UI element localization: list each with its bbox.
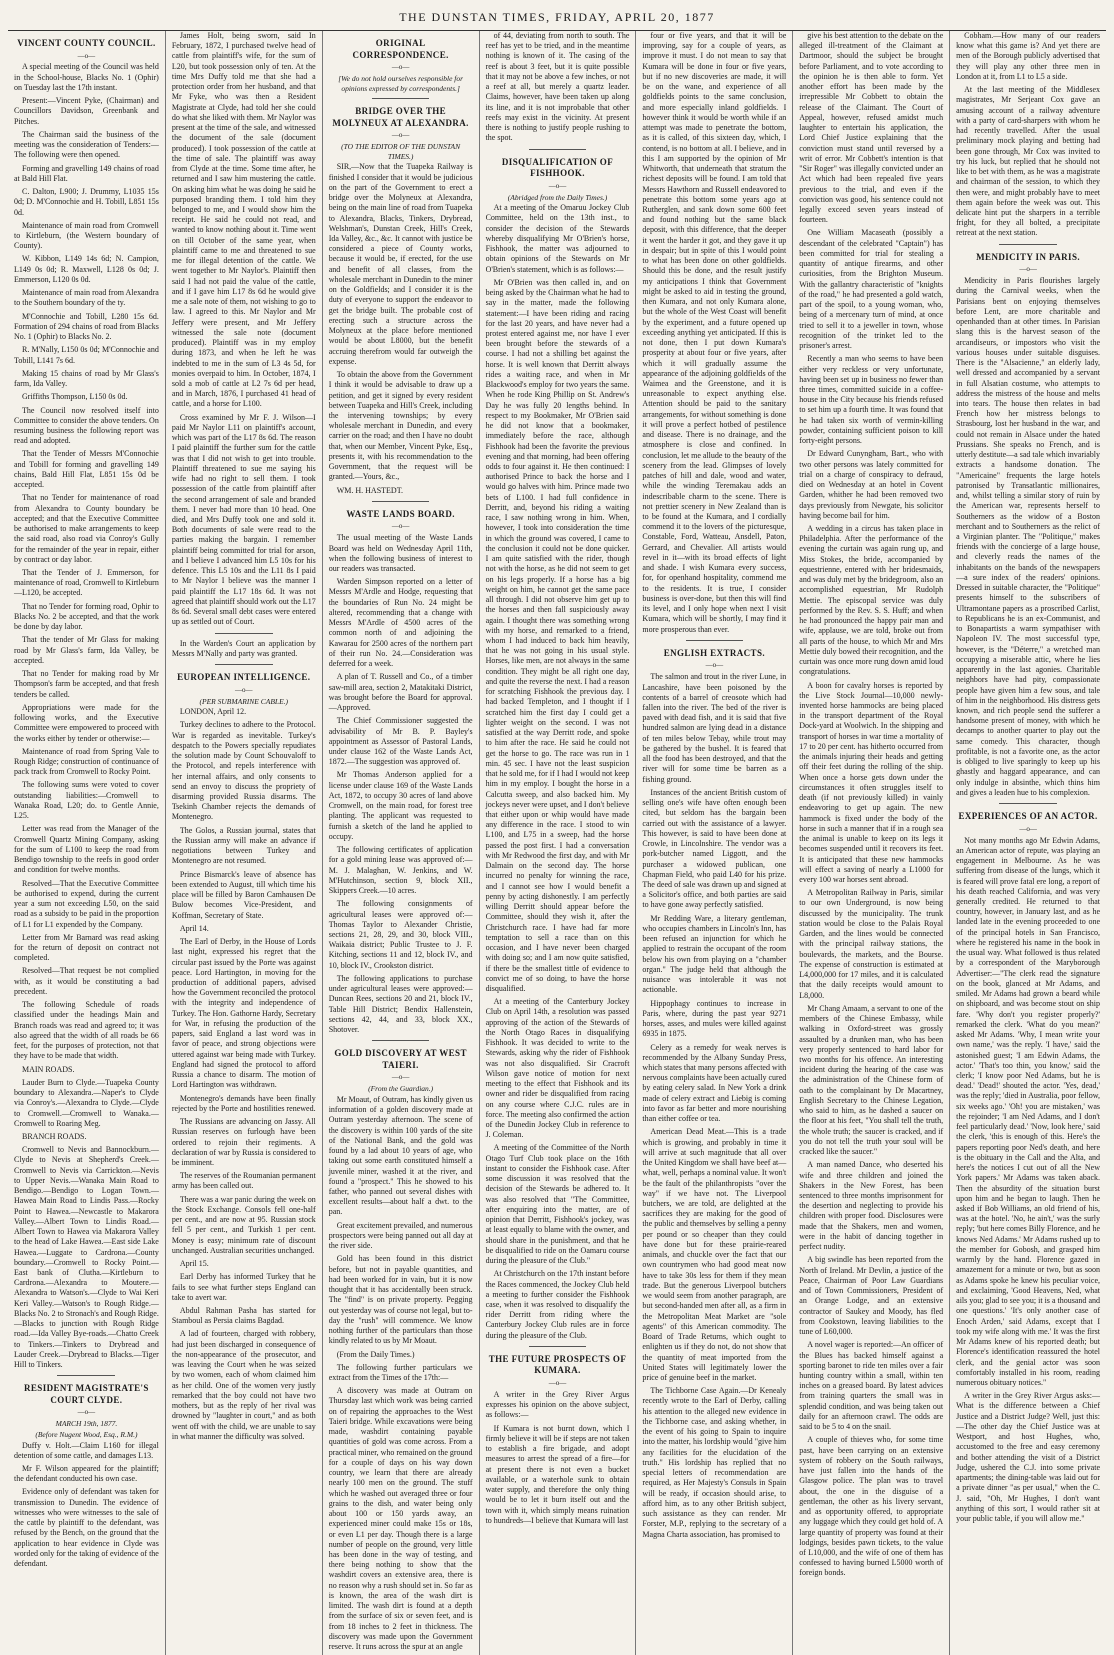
section-divider xyxy=(529,1346,587,1347)
column-7 xyxy=(949,31,1106,1655)
article-paragraph: The Chairman said the business of the meeting was the consideration of Tenders:—The following were then opened. xyxy=(14,129,159,160)
article-paragraph: To obtain the above from the Government I think it would be advisable to draw up a petition, and get it signed by every resident between Tuapeka and Hill's Creek, including the intervening townships; by every wholesale merchant in Dunedin, and every carrier on the road; and then I have no doubt that, when our Member, Vincent Pyke, Esq., presents it, with his recommendation to the Government, that the request will be granted.—Yours, &c., xyxy=(328,370,473,482)
article-subheading: (TO THE EDITOR OF THE DUNSTAN TIMES.) xyxy=(341,142,461,161)
article-paragraph: That no Tender for maintenance of road from Alexandra to County boundary be accepted; and that the Executive Committee be authorised to make arrangements to keep the said road, also road via Conroy's Gully for the remainder of the year in repair, either by contract or day labor. xyxy=(14,493,159,564)
heading-ornament: —o— xyxy=(235,685,253,694)
section-divider xyxy=(57,1375,115,1376)
article-paragraph: In the Warden's Court an application by Messrs M'Nally and party was granted. xyxy=(171,638,316,658)
article-paragraph: That the tender of Mr Glass for making road by Mr Glass's farm, Ida Valley, be accepted. xyxy=(14,635,159,665)
article-paragraph: American Dead Meat.—This is a trade which is growing, and probably in time it will arrive at such magnitude that all over the United Kingdom we shall have beef at—what, well, perhaps a nominal value. It won't be the fault of the philanthropists "over the way" if we have not. The Liverpool butchers, we are told, are delighted at the sacrifices they are making for the good of the public and themselves by selling a penny per pound or so cheaper than they could have done but for these prairie-reared animals, and chuckle over the fact that our own countrymen who had good meat now have to take 30s less for them if they mean trade. But the generous Liverpool butchers we would seem from another paragraph, are but second-handed men after all, as a firm in the Metropolitan Meat Market are "sole agents" of this American commodity. The Board of Trade Returns, which ought to enlighten us if they do not, do not show that the quantity of meat imported from the United States will legitimately lower the price of genuine beef in the market. xyxy=(642,1127,787,1382)
column-5 xyxy=(635,31,792,1655)
article-paragraph: The following certificates of application for a gold mining lease was approved of:—M. J. Malaghan, W. Jenkins, and W. M'Hutchinson, section 9, block XII., Skippers Creek.—10 acres. xyxy=(328,845,473,896)
heading-ornament: —o— xyxy=(77,1408,96,1417)
article-paragraph: That no Tender for making road by Mr Thompson's farm be accepted, and that fresh tenders be called. xyxy=(14,669,159,699)
article-paragraph: Maintenance of main road from Cromwell to Kirtleburn, (the Western boundary of County). xyxy=(14,220,159,251)
section-divider xyxy=(999,244,1057,245)
article-paragraph: A writer in the Grey River Argus expresses his opinion on the above subject, as follows:— xyxy=(485,1389,630,1420)
article-heading: MENDICITY IN PARIS. xyxy=(976,251,1080,262)
article-paragraph: At a meeting of the Canterbury Jockey Club on April 14th, a resolution was passed approving of the action of the Stewards of the North Otago Races in disqualifying Fishhook. It was decided to write to the Stewards, asking why the rider of Fishhook was not also disqualified. Sir Cracroft Wilson gave notice of motion for next meeting to the effect that Fishhook and its owner and rider be disqualified from racing on any course where C.J.C. rules are in force. The meeting also confirmed the action of the Dunedin Jockey Club in reference to J. Coleman. xyxy=(485,997,630,1140)
article-paragraph: The usual meeting of the Waste Lands Board was held on Wednesday April 11th, when the following business of interest to our readers was transacted. xyxy=(328,533,473,574)
section-divider xyxy=(372,98,430,99)
article-paragraph: SIR,—Now that the Tuapeka Railway is finished I consider that it would be judicious on the part of the Government to erect a bridge over the Molyneux at Alexandra, being on the main line of road from Tuapeka to Alexandra, Blacks, Tinkers, Drybread, Welshman's, Dunstan Creek, Hill's Creek, Ida Valley, &c., &c. It cannot with justice be considered a piece of County works, because it would be, if erected, for the use and benefit of all classes, from the wholesale merchant in Dunedin to the miner on the Goldfields; and I consider it is the duty of everyone to support the endeavor to get the bridge built. The probable cost of erecting such a structure across the Molyneux at the place before mentioned would be about L8000, but the benefit accruing therefrom would far outweigh the expense. xyxy=(328,162,473,366)
heading-ornament: —o— xyxy=(391,522,410,531)
article-paragraph: The Golos, a Russian journal, states that the Russian army will make an advance if negotiations between Turkey and Montenegro are not resumed. xyxy=(171,825,316,866)
article-paragraph: Mr Thomas Anderson applied for a license under clause 169 of the Waste Lands Act, 1872, to occupy 30 acres of land above Cromwell, on the main road, for forest tree planting. The applicant was requested to furnish a sketch of the land he applied to occupy. xyxy=(328,770,473,841)
article-heading: GOLD DISCOVERY AT WEST TAIERI. xyxy=(334,1048,467,1070)
article-paragraph: The following applications to purchase under agricultural leases were approved:—Duncan Rees, sections 20 and 21, block IV., Table Hill District; Bendix Hallenstein, sections 42, 44, and 33, block XX., Shotover. xyxy=(328,973,473,1035)
section-divider xyxy=(215,664,273,665)
article-heading: ORIGINAL CORRESPONDENCE. xyxy=(352,38,449,60)
heading-ornament: —o— xyxy=(391,1073,410,1082)
article-paragraph: Dr Edward Cunyngham, Bart., who with two other persons was lately committed for trial on a charge of conspiracy to defraud, died on Wednesday at an hotel in Covent Garden, whither he had been removed two days previously from Newgate, his solicitor having become bail for him. xyxy=(799,449,944,520)
article-paragraph: A lad of fourteen, charged with robbery, had just been discharged in consequence of the non-appearance of the prosecutor, and was leaving the Court when he was seized by two women, each of whom claimed him as her child. One of the women very justly remarked that the boy could not have two mothers, but as the reply of her rival was drowned by "laughter in court," and as both went off with the child, we are unable to say in what manner the difficulty was solved. xyxy=(171,1329,316,1441)
article-paragraph: The Tichborne Case Again.—Dr Kenealy recently wrote to the Earl of Derby, calling his attention to the alleged new evidence in the Tichborne case, and asking whether, in the event of his going to Spain to inquire into the matter, his lordship would "give him any facilities for the elucidation of the truth." His lordship has replied that no special letters of recommendation are required, as Her Majesty's Consuls in Spain will be ready, if occasion should arise, to afford him, as to any other British subject, such assistance as they can render. Mr Forster, M.P., replying to the secretary of a Magna Charta association, has promised to xyxy=(642,1386,787,1539)
article-paragraph: Cobham.—How many of our readers know what this game is? And yet there are men of the Borough publicly advertised that they will play any other three men in London at it, from L1 to L5 a side. xyxy=(956,31,1100,81)
article-heading: WASTE LANDS BOARD. xyxy=(346,508,455,519)
article-subheading: (Abridged from the Daily Times.) xyxy=(507,192,608,202)
article-paragraph: Letter was read from the Manager of the Cromwell Quartz Mining Company, asking for the sum of L100 to keep the road from Bendigo township to the reefs in good order and condition for twelve months. xyxy=(14,824,159,875)
article-paragraph: Recently a man who seems to have been either very reckless or very unfortunate, having been set up in business no fewer than three times, committed suicide in a coffee-house in the City because his friends refused to set him up a fourth time. It was found that he had taken six worth of vermin-killing powder, containing sufficient poison to kill forty-eight persons. xyxy=(799,354,944,446)
article-paragraph: of 44, deviating from north to south. The reef has yet to be tried, and in the meantime nothing is known of it. The casing of the reef is about 3 feet, but it is quite possible that it may not be above a few inches, or not a reef at all, but merely a quartz leader. Claims, however, have been taken up along its line, and it is not improbable that other reefs may exist in the vicinity. At present there is nothing to justify people rushing to the spot. xyxy=(485,31,630,143)
article-paragraph: Not many months ago Mr Edwin Adams, an American actor of repute, was playing an engagement in Melbourne. As he was suffering from disease of the lungs, which it is feared will prove fatal ere long, a report of his death reached California, and was very generally credited. He returned to that country, however, in January last, and as he landed late in the evening proceeded to one of the principal hotels in San Francisco, where he registered his name in the book in the usual way. What followed is thus related by a correspondent of the Maryborough Advertiser:—"The clerk read the signature on the book, glanced at Mr Adams, and smiled. Mr Adams had grown a beard while on shipboard, and was become stout on ship fare. 'Why don't you register properly?' remarked the clerk. 'What do you mean?' asked Mr Adams. 'Why, I mean write your own name,' was the reply. 'I have,' said the astonished guest; 'I am Edwin Adams, the actor.' 'That's too thin, you know,' said the clerk; 'I know poor Ned Adams, but he is dead.' 'Dead!' shouted the actor. 'Yes, dead,' was the reply; 'died in Australia, poor fellow, six weeks ago.' 'Oh! you are mistaken,' was the rejoinder; 'I am Ned Adams, and I don't feel particularly dead.' 'Now, look here,' said the clerk, 'this is enough of this. Here's the papers reporting poor Ned's death, and here is the obituary in the Call and the Alta, and here's the notices I cut out of all the New York papers.' Mr Adams was taken aback. Then the absurdity of the situation burst upon him and he began to laugh. Then he asked if Bob Williams, an old friend of his, was at the hotel. 'No, he ain't,' was the surly reply; 'but here comes Billy Florence, and he knows Ned Adams.' Mr Adams rushed up to the member for Gobosh, and grasped him warmly by the hand. Florence gazed in amazement for a minute or two, but as soon as Adams spoke he knew his peculiar voice, and exclaiming, 'Good Heavens, Ned, what ails you; glad to see you; it is a thousand and one questions.' 'It's only another case of Enoch Arden,' said Adams, except that I took my wife along with me.' It was the first Mr Adams knew of his reported death; but Florence's identification reassured the hotel clerk, and the genial actor was soon comfortably installed in his room, reading numerous obituary notices." xyxy=(956,835,1100,1387)
article-paragraph: Gold has been found in this district before, but not in payable quantities, and had been worked for in vain, but it is now thought that it has accidentally been struck. The "find" is on private property. Pegging out yesterday was of course not legal, but to-day the "rush" will commence. We know nothing further of the particulars than those kindly related to us by Mr Moaut. xyxy=(328,1254,473,1346)
article-paragraph: Appropriations were made for the following works, and the Executive Committee were empowered to proceed with the works either by tender or otherwise:— xyxy=(14,702,159,743)
article-paragraph: Making 15 chains of road by Mr Glass's farm, Ida Valley. xyxy=(14,368,159,389)
section-divider xyxy=(686,640,744,641)
article-paragraph: Turkey declines to adhere to the Protocol. War is regarded as inevitable. Turkey's despatch to the Powers specially repudiates the solution made by Count Schouvaloff to the Protocol, and repels interference with her internal affairs, and only consents to send an envoy to discuss the propriety of disarming provided Russia disarms. The Tsekinh Chamber rejects the demands of Montenegro. xyxy=(171,720,316,822)
article-paragraph: The following consignments of agricultural leases were approved of:—Thomas Taylor to Alexander Christie, sections 21, 28, 29, and 30, block VIII., Waikaia district; Public Trustee to J. F. Kitching, sections 11 and 12, block IV., and 10, block IV., Crookston district. xyxy=(328,899,473,970)
article-paragraph: MAIN ROADS. xyxy=(22,1064,75,1074)
article-paragraph: Earl Derby has informed Turkey that he fails to see what further steps England can take to avert war. xyxy=(171,1272,316,1302)
article-paragraph: Duffy v. Holt.—Claim L160 for illegal detention of some cattle, and damages L13. xyxy=(14,1440,159,1460)
article-paragraph: The reserves of the Roumanian permanent army has been called out. xyxy=(171,1171,316,1191)
heading-ornament: —o— xyxy=(705,661,724,670)
article-paragraph: Forming and gravelling 149 chains of road at Bald Hill Flat. xyxy=(14,163,159,183)
columns-container xyxy=(8,31,1106,1652)
article-paragraph: Resolved—That the Executive Committee be authorised to expend, during the current year a sum not exceeding L50, on the said road as a subsidy to be paid in the proportion of L1 for L1 expended by the Company. xyxy=(14,878,159,929)
article-subheading: (From the Guardian.) xyxy=(368,1084,434,1094)
article-paragraph: A novel wager is reported:—An officer of the Blues has backed himself against a sporting baronet to ride ten miles over a fair hunting country within a small, within ten inches on a greased board. By latest advices from training quarters the small was in splendid condition, and was being taken out daily for an afternoon crawl. The odds are said to be 5 to 4 on the snail. xyxy=(799,1340,944,1432)
article-subheading: [We do not hold ourselves responsible for opinions expressed by correspondents.] xyxy=(338,73,464,93)
masthead: THE DUNSTAN TIMES, FRIDAY, APRIL 20, 1877 xyxy=(8,6,1106,31)
article-paragraph: Maintenance of main road from Alexandra to the Southern boundary of the ty. xyxy=(14,288,159,308)
section-divider xyxy=(999,803,1057,804)
column-6 xyxy=(792,31,949,1655)
article-paragraph: At Christchurch on the 17th instant before the Races commenced, the Jockey Club held a meeting to further consider the Fishhook case, when it was resolved to disqualify the rider Derritt from riding where the Canterbury Jockey Club rules are in force during the pleasure of the Club. xyxy=(485,1269,630,1340)
article-paragraph: At a meeting of the Omaruu Jockey Club Committee, held on the 13th inst., to consider the decision of the Stewards whereby disqualifying Mr O'Brien's horse, Fishhook, the matter was adjourned to obtain opinions of the Stewards on Mr O'Brien's statement, which is as follows:— xyxy=(485,203,630,274)
heading-ornament: —o— xyxy=(1019,265,1037,274)
section-divider xyxy=(529,149,587,150)
article-subheading: (Before Nugent Wood, Esq., R.M.) xyxy=(35,1429,138,1439)
article-paragraph: The Council now resolved itself into Committee to consider the above tenders. On resuming business the following report was read and adopted. xyxy=(14,405,159,446)
article-paragraph: Prince Bismarck's leave of absence has been extended to August, till which time his place will be filled by Baron Camhausen De Bulow becomes Vice-President, and Koffman, Secretary of State. xyxy=(171,869,316,920)
heading-ornament: —o— xyxy=(548,181,567,190)
heading-ornament: —o— xyxy=(1019,824,1037,833)
article-paragraph: Maintenance of road from Spring Vale to Rough Ridge; construction of continuance of pack track from Cromwell to Rocky Point. xyxy=(14,746,159,777)
article-paragraph: The Earl of Derby, in the House of Lords last night, expressed his regret that the circular past issued by the Porte was against peace. Lord Hartington, in moving for the production of additional papers, advised how the Government reconciled the protocol with the integrity and independence of Turkey. The Hon. Gathorne Hardy, Secretary for War, in refusing the production of the papers, said England a last word was in favor of peace, and strong objections were uttered against war being made with Turkey. England had signed the protocol to afford Russia a chance to disarm. The motion of Lord Hartington was withdrawn. xyxy=(171,937,316,1090)
article-paragraph: W. Kibbon, L149 14s 6d; N. Campion, L149 0s 0d; R. Maxwell, L128 0s 0d; J. Emmerson, L120 0s 0d. xyxy=(14,254,159,284)
article-paragraph: four or five years, and that it will be improving, say for a couple of years, as improve it must. I do not mean to say that Kumara will be done in four or five years, but if no new discoveries are made, it will be on the wane, and experience of all goldfields points to the same conclusion, and more especially inland goldfields. I however think it would be worth while if an attempt was made to penetrate the bottom, as it is called, of this sixteen day, which, I contend, is no bottom at all. I believe, and in this I am supported by the opinion of Mr Whitworth, that underneath that stratum the richest deposits will be found. I am told that Messrs Hawthorn and Russell endeavored to penetrate this bottom some years ago at Rutherglen, and sank down some 600 feet and found nothing but the same black deposit, with this difference, that the deeper it went the harder it got, and they gave it up in despair; but in spite of this I would point to what has been done on other goldfields. Should this be done, and the result justify my anticipations I think that Government might be asked to aid in testing the ground, then Kumara, and not only Kumara alone, but the whole of the West Coast will benefit by the experiment, and a future opened up exceeding anything yet anticipated. If this is not done, then I put down Kumara's prosperity at about four or five years, after which it will gradually assume the appearance of the adjoining goldfields of the Waimea and the Greenstone, and it is unreasonable to expect anything else. Attention should be paid to the sanitary arrangements, for without something is done it will prove a perfect hotbed of pestilence and disease. There is no drainage, and the atmosphere is close and confined. In conclusion, let me allude to the beauty of the scenery from the lead. Glimpses of lovely patches of hill and dale, wood and water, while the winding Teremakau adds an indescribable charm to the scene. There is not prettier scenery in New Zealand than is to be found at the Kumara, and I cordially commend it to the lovers of the picturesque, Constable, Ford, Watteau, Ansdell, Paton, Gerrard, and Chevalier. All artists would revel in it—with its broad effects of light and shade. I wish Kumara every success, for, for openhand hospitality, commend me to the residents. It is true, I consider business is over-done, but then this will find its level, and I only hope when next I visit Kumara, which will be shortly, I may find it more prosperous than ever. xyxy=(642,31,787,634)
article-paragraph: A boon for cavalry horses is reported by the Live Stock Journal—10,000 newly-invented horse hammocks are being placed in the transport department of the Royal Dock-yard at Woolwich. In the shipping and transport of horses in war time a mortality of 17 to 20 per cent. has hitherto occurred from the animals injuring their heads and getting off their feet during the rolling of the ship. When once a horse gets down under the circumstances it often struggles itself to death (if not previously killed) in vainly endeavoring to get up again. The new hammock is fixed under the body of the horse in such a manner that if in a rough sea the animal is unable to keep on its legs it becomes suspended until it recovers its feet. It is anticipated that these new hammocks will effect a saving of nearly a L1000 for every 100 war horses sent abroad. xyxy=(799,680,944,884)
article-paragraph: The Chief Commissioner suggested the advisability of Mr B. P. Bayley's appointment as Assessor of Pastoral Lands, under clause 162 of the Waste Lands Act, 1872.—The suggestion was approved of. xyxy=(328,716,473,767)
article-paragraph: Mr F. Wilson appeared for the plaintiff; the defendant conducted his own case. xyxy=(14,1464,159,1484)
article-paragraph: Warden Simpson reported on a letter of Messrs M'Ardle and Hodge, requesting that the boundaries of Run No. 24 might be altered, recommending that a change with Messrs M'Ardle of 4500 acres of the common north of and adjoining the Kawarau for 2500 acres of the northern part of their run No. 24.—Consideration was deferred for a week. xyxy=(328,577,473,669)
article-paragraph: Mr Chang Amaam, a servant to one of the members of the Chinese Embassy, while walking in Oxford-street was grossly assaulted by a drunken man, who has been very properly sentenced to hard labor for two months for his offence. An interesting incident during the hearing of the case was the administration of the Chinese form of oath to the complainant by Dr Macartney, English Secretary to the Chinese Legation, who said to him, as he dashed a saucer on the floor at his feet, "You shall tell the truth, the whole truth; the saucer is cracked, and if you do not tell the truth your soul will be cracked like the saucer." xyxy=(799,1003,944,1157)
article-paragraph: Present:—Vincent Pyke, (Chairman) and Councillors Davidson, Greenbank and Pitches. xyxy=(14,96,159,126)
article-paragraph: R. M'Nally, L150 0s 0d; M'Connochie and Tobill, L141 7s 6d. xyxy=(14,345,159,365)
article-heading: THE FUTURE PROSPECTS OF KUMARA. xyxy=(488,1353,627,1376)
heading-ornament: —o— xyxy=(391,63,410,72)
column-1 xyxy=(8,31,165,1655)
article-paragraph: C. Dalton, L900; J. Drummy, L1035 15s 0d; D. M'Connochie and H. Tobill, L851 15s 0d. xyxy=(14,187,159,217)
article-subheading: MARCH 19th, 1877. xyxy=(55,1419,118,1429)
article-paragraph: James Holt, being sworn, said In February, 1872, I purchased twelve head of cattle from plaintiff's wife, for the sum of L20, but took possession only of ten. At the time Mrs Duffy told me that she had a protection order from her husband, and that Mr Fyke, who was then a Resident Magistrate at Clyde, had told her she could do what she liked with them. Mr Naylor was present at the time of the sale, and witnessed the document of the sale (document produced). I took possession of the cattle at the time of sale. The plaintiff was away from Clyde at the time. Some time after, he returned and I saw him mustering the cattle. On asking him what he was doing he said he purposed branding them. I told him they belonged to me, and I would show him the receipt. He said he could not read, and wanted to know nothing about it. Time went on till October of the same year, when plaintiff came to me and threatened to sue me for illegal detention of the cattle. We went together to Mr Naylor's. Plaintiff then said I had not paid the value of the cattle, and if I gave him L17 8s 6d he would give me a sale note of them, not wishing to go to law. I agreed to this. Mr Naylor and Mr Jeffery were present, and Mr Jeffery witnessed the sale note (document produced). Plaintiff was in my employ during 1873, and when he left he was indebted to me in the sum of L3 4s 5d, for monies overpaid to him. In October, 1874, I sold a mob of cattle at L2 7s 6d per head, and in March, 1876, I purchased 41 head of cattle, and a horse for L100. xyxy=(171,31,316,409)
article-paragraph: Mr O'Brien was then called in, and on being asked by the Chairman what he had to say in the matter, made the following statement:—I have been riding and racing for the last 20 years, and have never had a protest entered against me, nor have I ever been brought before the stewards of a course. I had not a shilling bet against the horse. It is well known that Derritt always rides a waiting race, and when in Mr Blackwood's employ for two years the same. When he rode King Phillip on St. Andrew's Day he was fully 20 lengths behind. In respect to my Bookmaker, Mr O'Brien said he did not know that a bookmaker, immediately before the race, although Fishhook had been the favorite the previous evening and that morning, had been offering odds to four against it. He then continued: I authorised Prince to back the horse and I would go halves with him. Prince made two bets of L100. I had full confidence in Derritt, and, beyond his riding a waiting race, I saw nothing wrong in him. When, however, I took into consideration the time in which the ground was covered, I came to the conclusion it could not be done quicker. I am quite satisfied with the rider, though not with the horse, as he did not seem to get on his legs properly. If a horse has a big weight on him, he cannot get the same pace all through. I did not observe him get up to the horses and then fall suspiciously away again. I thought there was something wrong with my horse, and remarked to a friend, whom I had induced to back him heavily, that he was not going in his usual style. Horses, like men, are not always in the same condition. They might be all right one day, and quite the reverse the next. I had a reason for scratching Fishhook the previous day. I had backed Templeton, and I thought if I scratched him the first day I could get a lighter weight on the second. I was not satisfied at the way Derritt rode, and spoke to him after the race. He said he could not get the horse to go. The race was run in 1 min. 45 sec. I have not the least suspicion that he sold me, for if I had I would not keep him in my employ. I bought the horse in a Calcutta sweep, and also backed him. My jockeys never were upset, and I don't believe that either upon or whip would have made any difference in the race. I stood to win L100, and L75 in a sweep, had the horse passed the post first. I had a conversation with Mr Redwood the first day, and with Mr Dalmain on the second day. The horse incurred no penalty for winning the race, and I cannot see how I would benefit a penny by acting dishonestly. I am perfectly willing Derritt should appear before the Committee, should they wish it, after the Christchurch race. I have had far more temptation to sell a race than on this occasion, and I have never been charged with doing so; and I am now quite satisfied, if there be the smallest tittle of evidence to convict me of so doing, to have the horse disqualified. xyxy=(485,277,630,993)
article-paragraph: The following further particulars we extract from the Times of the 17th:— xyxy=(328,1362,473,1382)
article-paragraph: April 15. xyxy=(179,1259,209,1269)
section-divider xyxy=(215,633,273,634)
article-paragraph: That the Tender of Messrs M'Connochie and Tobill for forming and gravelling 149 chains, Bald Hill Flat, L851 15s 0d be accepted. xyxy=(14,449,159,490)
article-heading: VINCENT COUNTY COUNCIL. xyxy=(17,38,156,48)
section-divider xyxy=(372,1040,430,1041)
heading-ornament: —o— xyxy=(548,1378,567,1387)
article-paragraph: The salmon and trout in the river Lune, in Lancashire, have been poisoned by the contents of a barrel of creosote which had fallen into the river. The bed of the river is paved with dead fish, and it is said that five hundred salmon are lying dead in a distance of ten miles below Tebay, while trout may be gathered by the bushel. It is feared that all the food has been destroyed, and that the river will for some time be barren as a fishing ground. xyxy=(642,672,787,784)
article-paragraph: A discovery was made at Outram on Thursday last which work was being carried on of repairing the approaches to the West Taieri bridge. While excavations were being made, washdirt containing payable quantities of gold was come across. From a practical miner, who remained on the ground for a couple of days on his way down country, we learn that there are already nearly 100 men on the ground. The stuff which he washed out averaged three or four grains to the dish, and water being only about 100 or 150 yards away, an experienced miner could make 15s or 18s, or even L1 per day. Though there is a large number of people on the ground, very little has been done in the way of testing, and there being nothing to show that the washdirt covers an extensive area, there is no reason why a rush should set in. So far as is known, the area of the wash dirt is limited. The wash dirt is found at a depth from the surface of six or seven feet, and is from 18 inches to 2 feet in thickness. The discovery was made upon the Government reserve. It runs across the spur at an angle xyxy=(328,1386,473,1652)
article-paragraph: (From the Daily Times.) xyxy=(336,1349,415,1359)
heading-ornament: —o— xyxy=(391,131,410,140)
article-paragraph: A big swindle has been reported from the North of Ireland. Mr Devlin, a justice of the Peace, Chairman of Poor Law Guardians and of Town Commissioners, President of an Orange Lodge, and an extensive contractor of Saukey and Moody, has fled from Cookstown, leaving liabilities to the tune of L60,000. xyxy=(799,1255,944,1337)
article-paragraph: Cromwell to Nevis and Bannockburn.—Clyde to Nevis at Shepherd's Creek.—Cromwell to Nevis via Carrickton.—Nevis to Upper Nevis.—Wanaka Main Road to Bendigo.—Bendigo to Logan Town.—Hawea Main Road to Lindis Pass.—Rocky Point to Hawea.—Newcastle to Makarora Valley.—Albert Town to Lindis Road.—Albert Town to Hawea via Makarora Valley to the head of Lake Hawea.—East side Lake Hawea.—Luggate to Cardrona.—County boundary.—Cromwell to Rocky Point.—East bank of Clutha.—Kirtleburn to Cardrona.—Alexandra to Moutere.—Alexandra to Watson's.—Clyde to Wai Keri Keri Valley.—Watson's to Rough Ridge.—Blacks No. 2 to Stronach's and Rough Ridge.—Blacks to junction with Rough Ridge road.—Ida Valley Bye-roads.—Chatto Creek to Tinkers.—Tinkers to Drybread and Lauder Creek.—Drybread to Blacks.—Tiger Hill to Tinkers. xyxy=(14,1145,159,1370)
article-paragraph: Celery as a remedy for weak nerves is recommended by the Albany Sunday Press, which states that many persons affected with nervous complaints have been actually cured by eating celery salad. In New York a drink made of celery extract and Liebig is coming into favor as far better and more nourishing than either coffee or tea. xyxy=(642,1042,787,1124)
article-paragraph: Mendicity in Paris flourishes largely during the Carnival weeks, when the Parisians bent on enjoying themselves before Lent, are more charitable and openhanded than at other times. In Parisian slang this is the harvest season of the arcandiseurs, or impostors who visit the various houses under suitable disguises. There is the "Alsacienne," an elderly lady, well dressed and accompanied by a servant in full Alsatian costume, who attempts to address the mistress of the house and melts into tears. The house then relates in bad French how her mistress belongs to Strasbourg, lost her husband in the war, and could not remain in Alsace under the hated Prussians. She speaks no French, and is utterly destitute—a sad tale which invariably extracts a handsome donation. The "Americaine" frequents the large hotels patronised by Transatlantic millionaires, and, whilst telling a similar story of ruin by the American war, represents herself to Southerners as the widow of a Boston merchant and to Southerners as the relict of a Virginian planter. The "Politique," makes friends with the concierge of a large house, and cleverly reads the names of the inhabitants on the bands of the newspapers—a sure index of the readers' opinions. Dressed in suitable character, the "Politique" presents himself to the subscribers of Ultramontane papers as a proscribed Carlist, to Republicans he is an ex-Communist, and to Bonapartists a warm sympathiser with Napoleon IV. The most successful type, however, is the "Déterre," a wretched man occupying a miserable attic, where he lies apparently in the last agonies. Charitable neighbors have had pity, compassionate people have given him a few sous, and tale of him in the neighborhood. His distress gets known, and rich people send the sufferer a handsome present of money, with which he decamps to another quarter to play out the same comedy. This character, though profitable, is not a favorite one, as the actor is obliged to live sparingly to keep up his ghastly and haggard appearance, and can only indulge in absinthe, which thins him and gives a leaden hue to his complexion. xyxy=(956,276,1100,797)
article-paragraph: Great excitement prevailed, and numerous prospectors were being panned out all day at the river side. xyxy=(328,1220,473,1251)
column-4 xyxy=(479,31,636,1655)
article-paragraph: A man named Dance, who deserted his wife and three children and joined the Shakers in the New Forest, has been sentenced to three months imprisonment for the desertion and neglecting to provide his children with proper food. Disclosures were made that the Shakers, men and women, were in the habit of dancing together in perfect nudity. xyxy=(799,1160,944,1252)
article-paragraph: At the last meeting of the Middlesex magistrates, Mr Serjeant Cox gave an amusing account of a railway adventure with a party of card-sharpers with whom he had recently travelled. After the usual preliminary mock playing and betting had been gone through, Mr Cox was invited to try his luck, but replied that he should not like to bet with them, as he was a magistrate and chairman of the session, to which they then were, and might probably have to meet them again before the week was out. This delicate hint put the sharpers in a terrible fright, for they all bolted, a precipitate retreat at the next station. xyxy=(956,85,1100,238)
article-paragraph: Mr Redding Ware, a literary gentleman, who occupies chambers in Lincoln's Inn, has been refused an injunction for which he applied to restrain the occupant of the room below his own from playing on a "chamber organ." The judge held that although the nuisance was intolerable it was not actionable. xyxy=(642,913,787,995)
article-heading: ENGLISH EXTRACTS. xyxy=(663,647,766,658)
article-heading: EXPERIENCES OF AN ACTOR. xyxy=(958,811,1098,822)
article-paragraph: One William Macaseath (possibly a descendant of the celebrated "Captain") has been committed for trial for stealing a quantity of antique firearms, and other curiosities, from the Brighton Museum. With the gallantry characteristic of "knights of the road," he had presented a gold watch, part of the spoil, to a young woman, who, being of a mercenary turn of mind, at once tried to sell it to a jeweller in town, whose recognition of the trinket led to the prisoner's arrest. xyxy=(799,228,944,351)
article-heading: DISQUALIFICATION OF FISHHOOK. xyxy=(501,156,614,179)
column-2 xyxy=(165,31,322,1655)
article-paragraph: Mr Moaut, of Outram, has kindly given us information of a golden discovery made at Outram yesterday afternoon. The scene of the discovery is within 100 yards of the site of the National Bank, and the gold was found by a lad about 10 years of age, who taking out some earth constituted himself a juvenile miner, washed it at the river, and found a "prospect." This he showed to his father, who panned out several dishes with excellent results—about half a dwt. to the pan. xyxy=(328,1094,473,1217)
article-paragraph: April 14. xyxy=(179,923,209,933)
article-paragraph: There was a war panic during the week on the Stock Exchange. Consols fell one-half per cent., and are now at 95. Russian stock fell 5 per cent., and Turkish 1 per cent. Money is easy; minimum rate of discount unchanged. Australian securities unchanged. xyxy=(171,1194,316,1255)
article-paragraph: That no Tender for forming road, Ophir to Blacks No. 2 be accepted, and that the work be done by day labor. xyxy=(14,601,159,632)
heading-ornament: —o— xyxy=(77,51,96,60)
article-paragraph: That the Tender of J. Emmerson, for maintenance of road, Cromwell to Kirtleburn—L120, be accepted. xyxy=(14,568,159,598)
article-paragraph: Evidence only of defendant was taken for transmission to Dunedin. The evidence of witnesses who were witnesses to the sale of the cattle by plaintiff to the defendant, was refused by the Bench, on the ground that the application to hear evidence in Clyde was worded only for the taking of evidence of the defendant. xyxy=(14,1487,159,1569)
article-paragraph: A plan of T. Russell and Co., of a timber saw-mill area, section 2, Matakitaki District, was brought before the Board for approval.—Approved. xyxy=(328,672,473,713)
column-3 xyxy=(322,31,479,1655)
article-paragraph: Lauder Burn to Clyde.—Tuapeka County boundary to Alexandra.—Naper's to Clyde via Conroy's.—Alexandra to Clyde.—Clyde to Cromwell.—Cromwell to Wanaka.—Cromwell to Roaring Meg. xyxy=(14,1077,159,1128)
article-paragraph: Griffiths Thompson, L150 0s 0d. xyxy=(22,392,128,402)
article-paragraph: LONDON, April 12. xyxy=(179,707,247,717)
article-paragraph: give his best attention to the debate on the alleged ill-treatment of the Claimant at Dartmoor, should the subject be brought before Parliament, and to vote according to the opinion he is then able to form. Yet another effort has been made by the irrepressible Mr Cobbett to obtain the release of the Claimant. The Court of Appeal, however, refused amidst much laughter to entertain his application, the Lord Chief Justice explaining that the conviction must stand until reversed by a writ of error. Mr Cobbett's intention is that "Sir Roger" was illegally convicted under an Act which had been repealed five years previous to the trial, and even if the conviction was good, his sentence could not legally exceed seven years instead of fourteen. xyxy=(799,31,944,225)
article-paragraph: A Metropolitan Railway in Paris, similar to our own Underground, is now being discussed by the municipality. The trunk station would be close to the Palais Royal Garden, and the lines would be connected with the principal railway stations, the boulevards, the markets, and the Bourse. The expense of construction is estimated at L4,000,000 for 17 miles, and it is calculated that the daily receipts would amount to L8,000. xyxy=(799,888,944,1000)
article-paragraph: A special meeting of the Council was held in the School-house, Blacks No. 1 (Ophir) on Tuesday last the 17th instant. xyxy=(14,62,159,92)
article-paragraph: Letter from Mr Barnard was read asking for the return of deposit on contract not completed. xyxy=(14,932,159,963)
article-paragraph: Montenegro's demands have been finally rejected by the Porte and hostilities renewed. xyxy=(171,1093,316,1113)
article-heading: EUROPEAN INTELLIGENCE. xyxy=(177,672,311,683)
article-paragraph: If Kumara is not burnt down, which I firmly believe it will be if steps are not taken to establish a fire brigade, and adopt measures to arrest the spread of a fire—for at present there is not even a bucket available, or a waterhole sunk to obtain water supply, and therefore the only thing would be to let it burn itself out and the town with it, which simply means ruination to hundreds—I believe that Kumara will last xyxy=(485,1423,630,1525)
article-paragraph: Resolved—That request be not complied with, as it would be constituting a bad precedent. xyxy=(14,966,159,996)
article-paragraph: Instances of the ancient British custom of selling one's wife have often enough been cited, but seldom has the bargain been carried out with the assistance of a lawyer. This however, is said to have been done at Crowle, in Lincolnshire. The vendor was a pork-butcher named Liggott, and the purchaser a widowed publican, one Chapman Field, who paid L40 for his prize. The deed of sale was drawn up and signed at a Solicitor's office, and both parties are said to have gone away perfectly satisfied. xyxy=(642,787,787,910)
article-paragraph: BRANCH ROADS. xyxy=(22,1131,87,1141)
article-paragraph: Hippophagy continues to increase in Paris, where, during the past year 9271 horses, asses, and mules were killed against 6935 in 1875. xyxy=(642,998,787,1039)
article-paragraph: Abdul Rahman Pasha has started for Stamboul as Persia claims Bagdad. xyxy=(171,1306,316,1326)
article-heading: BRIDGE OVER THE MOLYNEUX AT ALEXANDRA. xyxy=(332,106,469,128)
article-paragraph: A couple of thieves who, for some time past, have been carrying on an extensive system of robbery on the South railways, have just fallen into the hands of the Glasgow police. The plan was to travel about, the one in the disguise of a gentleman, the other as his livery servant, and as opportunity offered, to appropriate any luggage which they could get hold of. A large quantity of property was found at their lodgings, besides pawn tickets, to the value of L10,000, and the wife of one of them has confessed to having burned L5000 worth of foreign bonds. xyxy=(799,1435,944,1578)
section-divider xyxy=(372,501,430,502)
article-heading: RESIDENT MAGISTRATE'S COURT CLYDE. xyxy=(23,1383,149,1405)
article-paragraph: A meeting of the Committee of the North Otago Turf Club took place on the 16th instant to consider the Fishhook case. After some discussion it was resolved that the decision of the Stewards be adhered to. It was also resolved that "The Committee, after enquiring into the matter, are of opinion that Derritt, Fishhook's jockey, was at least equally to blame with the owner, and should share in the punishment, and that he be disqualified to ride on the Oamaru course during the pleasure of the Club." xyxy=(485,1143,630,1266)
article-paragraph: WM. H. HASTEDT. xyxy=(336,485,403,495)
article-paragraph: A writer in the Grey River Argus asks:—What is the difference between a Chief Justice and a District Judge? Well, just this:—The other day the Chief Justice was at Westport, and host Hughes, who, accustomed to the free and easy ceremony and bother attending the visit of a District Judge, ushered the C.J. into some private apartments; the dining-table was laid out for a private dinner "as per usual," when the C. J. said, "Oh, Mr Hughes, I don't want anything of this sort, I would rather sit at your public table, if you will allow me." xyxy=(956,1391,1100,1524)
article-paragraph: The Russians are advancing on Jassy. All Russian reserves on furlough have been ordered to rejoin their regiments. A declaration of war by Russia is considered to be imminent. xyxy=(171,1117,316,1167)
article-paragraph: The following Schedule of roads classified under the headings Main and Branch roads was read and agreed to; it was also agreed that the width of all roads be 66 feet, for the purposes of protection, not that they have to be made that width. xyxy=(14,1000,159,1061)
article-paragraph: M'Connochie and Tobill, L280 15s 6d. Formation of 294 chains of road from Blacks No. 1 (Ophir) to Blacks No. 2. xyxy=(14,311,159,342)
article-subheading: (PER SUBMARINE CABLE.) xyxy=(199,696,289,706)
article-paragraph: Cross examined by Mr F. J. Wilson—I paid Mr Naylor L11 on plaintiff's account, which was part of the L17 8s 6d. The reason I paid plaintiff the further sum for the cattle was that I did not wish to get into trouble. Plaintiff threatened to sue me saying his wife had no right to sell them. I took possession of the cattle from plaintiff after the second arrangement of sale and branded them. I never had more than 10 head. One died, and Mrs Duffy took one and sold it. Both documents of sale were read to the parties making the bargain. I remember plaintiff being committed for trial for arson, and I believe I advanced him L5 10s for his defence. This L5 10s and the L11 8s I paid to Mr Naylor I believe was the manner I paid plaintiff the L17 18s 6d. It was not agreed that plaintiff should work out the L17 8s 6d. Several small debt cases were entered up as settled out of Court. xyxy=(171,412,316,627)
article-paragraph: The following sums were voted to cover outstanding liabilities:—Cromwell to Wanaka Road, L20; do. to Gentle Annie, L25. xyxy=(14,780,159,821)
article-paragraph: A wedding in a circus has taken place in Philadelphia. After the performance of the evening the curtain was again rung up, and Miss Stokes, the bride, accompanied by equestrienne, entered with her bridesmaids, and was duly met by the bridegroom, also an accomplished equestrian, Mr Rudolph Mettie. The episcopal service was duly performed by the Rev. S. S. Huff; and when he had pronounced the happy pair man and wife, applause, we are told, broke out from all parts of the house, to which Mr and Mrs Mettie duly bowed their recognition, and the curtain was once more rung down amid loud congratulations. xyxy=(799,524,944,677)
